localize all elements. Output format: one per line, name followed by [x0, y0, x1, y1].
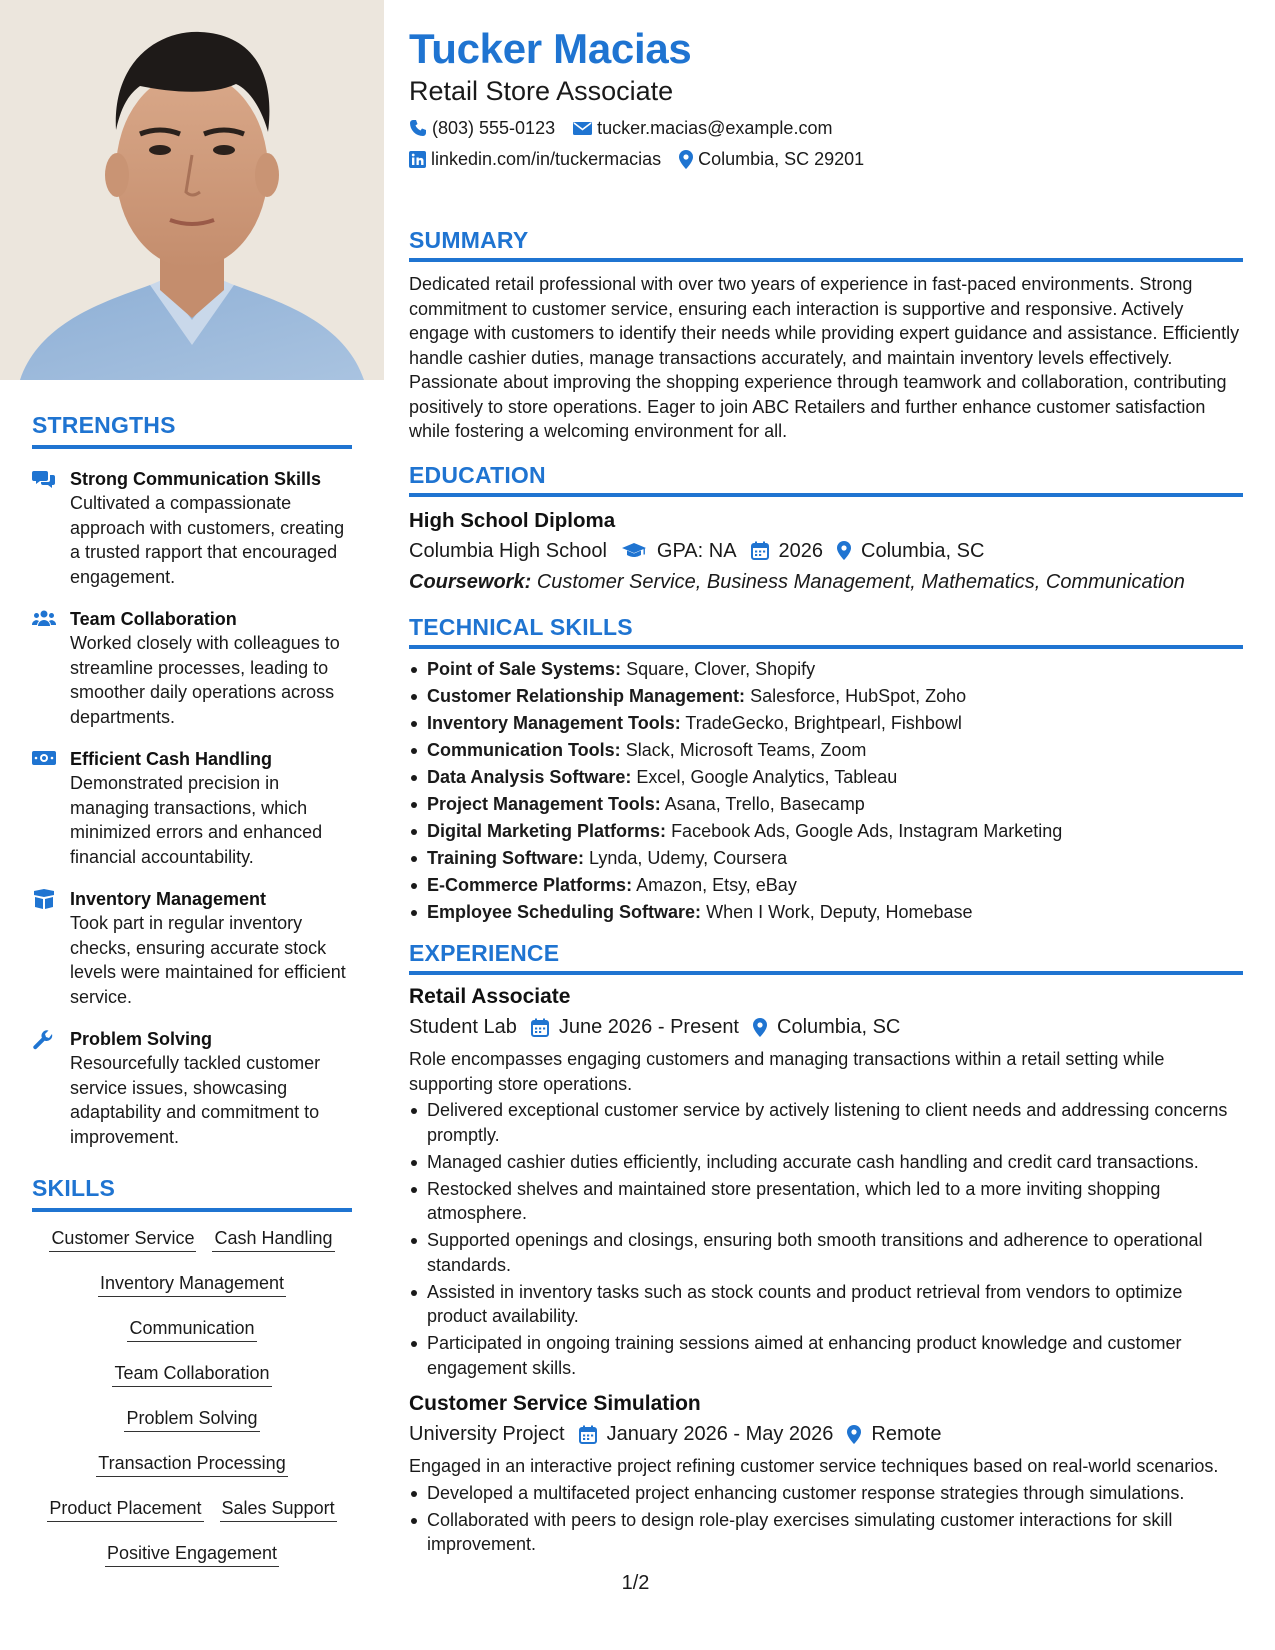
skill-label: Inventory Management Tools: [427, 712, 681, 733]
strength-item [32, 607, 352, 729]
job-title: Retail Associate [409, 985, 571, 1008]
job-title: Customer Service Simulation [409, 1392, 701, 1415]
calendar-icon [579, 1425, 597, 1444]
linkedin-contact[interactable] [409, 147, 661, 171]
gpa [621, 537, 737, 565]
email-icon [573, 121, 592, 136]
linkedin-text: linkedin.com/in/tuckermacias [431, 149, 662, 169]
list-item: Collaborated with peers to design role-play exercises simulating customer interactions for skill improvement. [409, 1508, 1243, 1557]
list-item [409, 657, 1243, 682]
strength-description: Cultivated a compassionate approach with customers, creating a trusted rapport that encouraged engagement. [70, 493, 345, 587]
org-text: Student Lab [409, 1016, 517, 1038]
technical-skills-heading: TECHNICAL SKILLS [409, 614, 1243, 649]
list-item [409, 900, 1243, 925]
technical-skills-list [409, 657, 1243, 925]
graduation-cap-icon [621, 542, 647, 560]
skill-value: Amazon, Etsy, eBay [636, 874, 797, 895]
list-item: Restocked shelves and maintained store presentation, which led to a more inviting shopping atmosphere. [409, 1177, 1243, 1226]
skill-label: Point of Sale Systems: [427, 658, 622, 679]
skill-label: Training Software: [427, 847, 585, 868]
list-item [409, 819, 1243, 844]
contact-row [409, 147, 1243, 171]
job-entry [409, 1390, 1243, 1557]
phone-icon [409, 119, 427, 137]
skill-tag: Team Collaboration [112, 1361, 271, 1387]
list-item [409, 873, 1243, 898]
strength-description: Resourcefully tackled customer service issues, showcasing adaptability and commitment to improvement. [70, 1053, 321, 1147]
skill-tag: Customer Service [49, 1226, 196, 1252]
list-item [409, 792, 1243, 817]
calendar-icon [751, 541, 769, 560]
skill-tag: Sales Support [220, 1496, 337, 1522]
job-entry [409, 983, 1243, 1380]
skill-label: Data Analysis Software: [427, 766, 632, 787]
linkedin-icon [409, 151, 426, 168]
strength-title: Team Collaboration [70, 609, 237, 629]
location-pin-icon [679, 150, 693, 169]
skill-value: Square, Clover, Shopify [626, 658, 816, 679]
job-dates [579, 1420, 834, 1448]
skill-label: Employee Scheduling Software: [427, 901, 702, 922]
skill-tag: Product Placement [47, 1496, 203, 1522]
left-column [0, 0, 384, 1650]
profile-photo [0, 0, 384, 380]
skill-label: Customer Relationship Management: [427, 685, 746, 706]
location-pin-icon [847, 1425, 861, 1444]
email-text: tucker.macias@example.com [597, 118, 833, 138]
list-item [409, 738, 1243, 763]
skill-label: E-Commerce Platforms: [427, 874, 633, 895]
education-location [837, 537, 984, 565]
skill-label: Communication Tools: [427, 739, 621, 760]
wrench-icon [32, 1027, 70, 1149]
strength-item [32, 887, 352, 1009]
school-name [409, 537, 607, 565]
summary-heading: SUMMARY [409, 227, 1243, 262]
experience-section [409, 940, 1243, 1557]
page-number-text: 1/2 [621, 1572, 650, 1594]
skill-tag: Transaction Processing [96, 1451, 287, 1477]
coursework-text: Customer Service, Business Management, Mathematics, Communication [536, 570, 1185, 593]
summary-text: Dedicated retail professional with over two years of experience in fast-paced environments. Strong commitment to customer service, ensuring each interaction is supportive and responsive. Actively engage with customers to identify their needs while providing expert guidance and assistance. Efficiently handle cashier duties, manage transactions accurately, and maintain inventory levels effectively. Passionate about improving the shopping experience through teamwork and collaboration, contributing positively to store operations. Eager to join ABC Retailers and further enhance customer satisfaction while fostering a welcoming environment for all. [409, 274, 1240, 441]
skills-list [32, 1226, 352, 1567]
list-item [409, 711, 1243, 736]
strength-description: Worked closely with colleagues to streamline processes, leading to smoother daily operations across departments. [70, 633, 340, 727]
gpa-text: GPA: NA [656, 539, 737, 562]
dates-text: June 2026 - Present [558, 1016, 739, 1038]
location-pin-icon [753, 1018, 767, 1037]
email-contact[interactable] [573, 116, 832, 140]
strength-item [32, 747, 352, 869]
skill-tag: Communication [127, 1316, 256, 1342]
strength-title: Problem Solving [70, 1029, 213, 1049]
list-item: Participated in ongoing training sessions aimed at enhancing product knowledge and customer engagement skills. [409, 1331, 1243, 1380]
org-text: University Project [409, 1423, 565, 1445]
location-pin-icon [837, 541, 851, 560]
coursework [409, 568, 1243, 596]
list-item: Managed cashier duties efficiently, including accurate cash handling and credit card transactions. [409, 1150, 1243, 1175]
skills-heading: SKILLS [32, 1175, 352, 1212]
skill-label: Digital Marketing Platforms: [427, 820, 667, 841]
phone-contact[interactable] [409, 116, 555, 140]
job-bullets [409, 1098, 1243, 1380]
list-item: Delivered exceptional customer service by actively listening to client needs and addressing concerns promptly. [409, 1098, 1243, 1147]
candidate-name: Tucker Macias [409, 25, 692, 72]
education-section [409, 462, 1243, 596]
strengths-section [32, 412, 352, 1149]
boxes-icon [32, 887, 70, 1009]
calendar-icon [531, 1018, 549, 1037]
skill-tag: Problem Solving [124, 1406, 259, 1432]
candidate-role: Retail Store Associate [409, 76, 674, 106]
education-meta [409, 537, 1243, 565]
strength-description: Took part in regular inventory checks, ensuring accurate stock levels were maintained for efficient service. [70, 913, 346, 1007]
technical-skills-section [409, 614, 1243, 925]
skill-value: Salesforce, HubSpot, Zoho [750, 685, 967, 706]
skill-value: Facebook Ads, Google Ads, Instagram Marketing [671, 820, 1063, 841]
left-sections [32, 412, 352, 1586]
skill-value: Excel, Google Analytics, Tableau [636, 766, 898, 787]
job-meta [409, 1013, 1243, 1041]
coursework-label: Coursework: [409, 570, 532, 593]
job-org [409, 1420, 565, 1448]
strength-title: Inventory Management [70, 889, 267, 909]
education-heading: EDUCATION [409, 462, 1243, 497]
contact-row [409, 116, 1243, 140]
school-text: Columbia High School [409, 539, 607, 562]
skill-tag: Inventory Management [98, 1271, 286, 1297]
location-text: Columbia, SC 29201 [698, 149, 865, 169]
skill-value: Slack, Microsoft Teams, Zoom [625, 739, 867, 760]
job-meta [409, 1420, 1243, 1448]
list-item [409, 684, 1243, 709]
phone-text: (803) 555-0123 [432, 118, 556, 138]
skill-value: TradeGecko, Brightpearl, Fishbowl [685, 712, 962, 733]
experience-heading: EXPERIENCE [409, 940, 1243, 975]
job-location [753, 1013, 900, 1041]
degree-title: High School Diploma [409, 508, 616, 532]
right-column [409, 24, 1243, 1559]
location-text: Remote [871, 1423, 942, 1445]
job-bullets [409, 1481, 1243, 1557]
strength-description: Demonstrated precision in managing transactions, which minimized errors and enhanced financial accountability. [70, 773, 323, 867]
skill-value: Lynda, Udemy, Coursera [589, 847, 788, 868]
job-location [847, 1420, 941, 1448]
users-icon [32, 607, 70, 729]
skill-value: When I Work, Deputy, Homebase [706, 901, 973, 922]
chat-icon [32, 467, 70, 589]
strengths-heading: STRENGTHS [32, 412, 352, 449]
money-icon [32, 747, 70, 869]
job-description: Role encompasses engaging customers and managing transactions within a retail setting while supporting store operations. [409, 1049, 1165, 1094]
year-text: 2026 [778, 539, 824, 562]
job-dates [531, 1013, 739, 1041]
page-number [0, 1572, 1275, 1595]
list-item [409, 846, 1243, 871]
list-item: Assisted in inventory tasks such as stock counts and product retrieval from vendors to optimize product availability. [409, 1280, 1243, 1329]
skills-section [32, 1175, 352, 1567]
strength-title: Efficient Cash Handling [70, 749, 273, 769]
skill-tag: Positive Engagement [105, 1541, 279, 1567]
strength-item [32, 467, 352, 589]
summary-section [409, 227, 1243, 444]
location-contact [679, 147, 864, 171]
dates-text: January 2026 - May 2026 [606, 1423, 834, 1445]
strength-item [32, 1027, 352, 1149]
graduation-year [751, 537, 824, 565]
location-text: Columbia, SC [777, 1016, 901, 1038]
job-org [409, 1013, 517, 1041]
list-item: Developed a multifaceted project enhancing customer response strategies through simulations. [409, 1481, 1243, 1506]
strength-title: Strong Communication Skills [70, 469, 322, 489]
skill-value: Asana, Trello, Basecamp [664, 793, 865, 814]
skill-label: Project Management Tools: [427, 793, 661, 814]
list-item: Supported openings and closings, ensuring both smooth transitions and adherence to operational standards. [409, 1228, 1243, 1277]
list-item [409, 765, 1243, 790]
location-text: Columbia, SC [861, 539, 985, 562]
job-description: Engaged in an interactive project refining customer service techniques based on real-world scenarios. [409, 1456, 1219, 1476]
skill-tag: Cash Handling [212, 1226, 334, 1252]
